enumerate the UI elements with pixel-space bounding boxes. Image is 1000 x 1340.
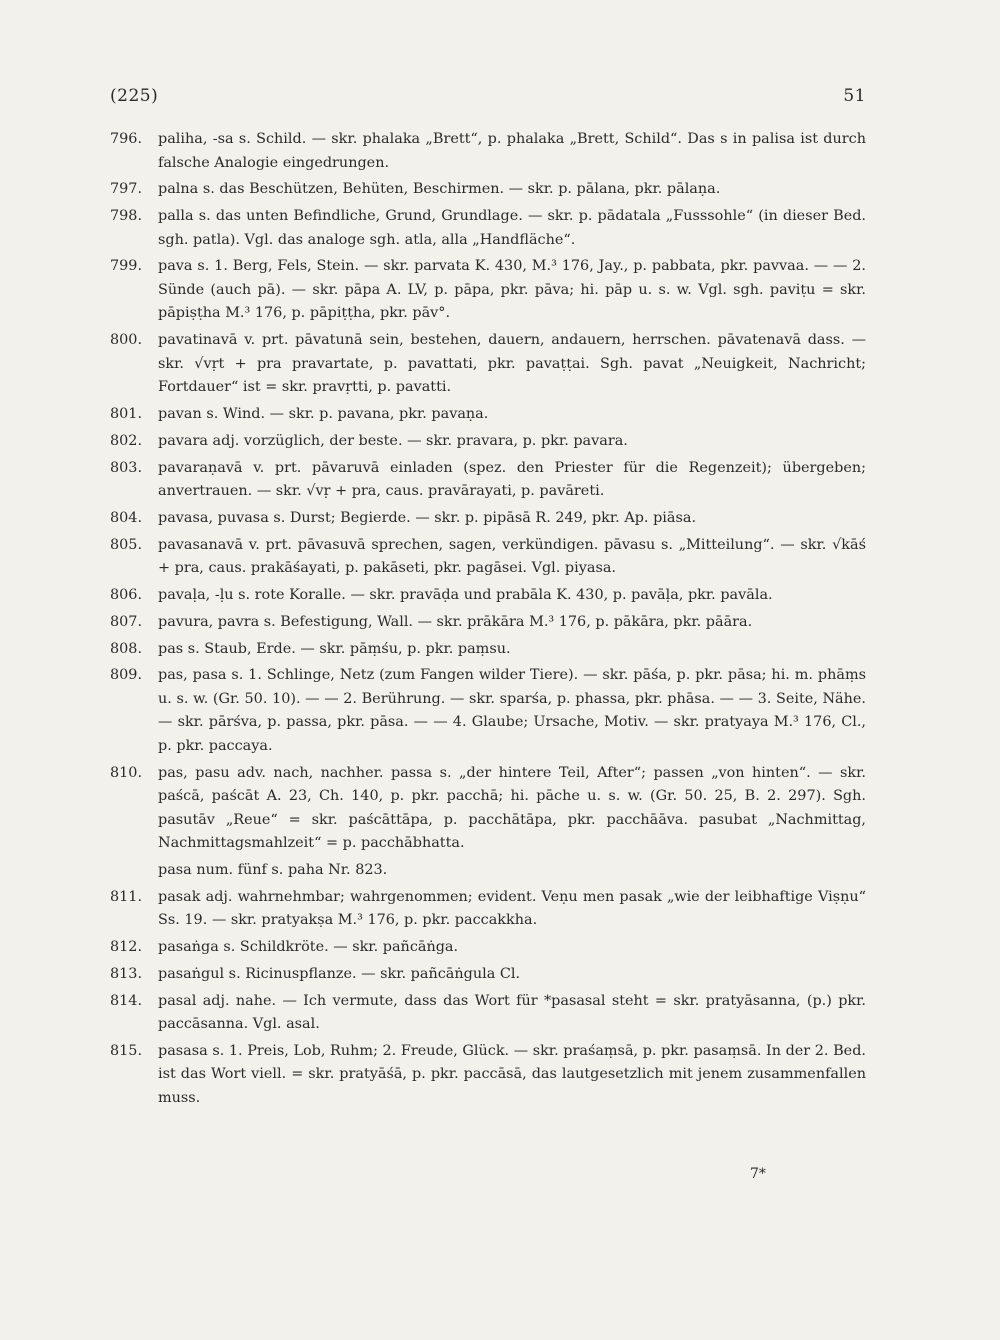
entry-text: pavaraṇavā v. prt. pāvaruvā einladen (spez. den Priester für die Regenzeit); übergeben; anvertrauen. — skr. √vṛ + pra, caus. pravārayati, p. pavāreti. — [158, 459, 866, 500]
entry-number: 797. — [110, 181, 143, 198]
entry-number: 813. — [110, 965, 143, 982]
entry-pasa — [110, 859, 866, 883]
entry-text: pavan s. Wind. — skr. p. pavana, pkr. pavaṇa. — [158, 405, 489, 422]
entry-number: 796. — [110, 131, 143, 147]
entry-text: pas, pasu adv. nach, nachher. passa s. „der hintere Teil, After“; passen „von hinten“. — skr. paścā, paścāt A. 23, Ch. 140, p. pkr. pacchā; hi. pāche u. s. w. (Gr. 50. 25, B. 2. 297). Sgh. pasutāv „Reue“ = skr. paścāttāpa, p. pacchātāpa, pkr. pacchāāva. pasubat „Nachmittag, Nachmittagsmahlzeit“ = p. pacchābhatta. — [158, 764, 866, 852]
entry-812 — [110, 936, 866, 960]
entry-text: pasa num. fünf s. paha Nr. 823. — [158, 861, 388, 878]
entry-811 — [110, 886, 866, 933]
entry-800 — [110, 329, 866, 400]
dictionary-entries — [110, 128, 866, 1114]
entry-number: 810. — [110, 764, 143, 781]
section-number: (225) — [110, 86, 159, 106]
entry-number: 801. — [110, 405, 143, 422]
signature-mark: 7* — [750, 1166, 766, 1182]
entry-number: 812. — [110, 939, 143, 956]
entry-number: 805. — [110, 536, 143, 553]
entry-810 — [110, 762, 866, 856]
entry-814 — [110, 990, 866, 1037]
entry-number: 814. — [110, 992, 143, 1009]
entry-text: pavatinavā v. prt. pāvatunā sein, bestehen, dauern, andauern, herrschen. pāvatenavā dass. — skr. √vṛt + pra pravartate, p. pavattati, pkr. pavaṭṭai. Sgh. pavat „Neuigkeit, Nachricht; Fortdauer“ ist = skr. pravṛtti, p. pavatti. — [158, 332, 866, 396]
entry-number: 803. — [110, 459, 143, 476]
entry-804 — [110, 507, 866, 531]
entry-text: palla s. das unten Befindliche, Grund, Grundlage. — skr. p. pādatala „Fusssohle“ (in dieser Bed. sgh. patla). Vgl. das analoge sgh. atla, alla „Handfläche“. — [158, 208, 866, 248]
entry-text: pasak adj. wahrnehmbar; wahrgenommen; evident. Veṇu men pasak „wie der leibhaftige Viṣṇu“ Ss. 19. — skr. pratyakṣa M.³ 176, p. pkr. paccakkha. — [158, 888, 866, 929]
entry-text: pavara adj. vorzüglich, der beste. — skr. pravara, p. pkr. pavara. — [158, 432, 628, 449]
entry-text: paliha, -sa s. Schild. — skr. phalaka „Brett“, p. phalaka „Brett, Schild“. Das s in palisa ist durch falsche Analogie eingedrungen. — [158, 131, 866, 171]
entry-text: pava s. 1. Berg, Fels, Stein. — skr. parvata K. 430, M.³ 176, Jay., p. pabbata, pkr. pavvaa. — — 2. Sünde (auch pā). — skr. pāpa A. LV, p. pāpa, pkr. pāva; hi. pāp u. s. w. Vgl. sgh. paviṭu = skr. pāpiṣṭha M.³ 176, p. pāpiṭṭha, pkr. pāv°. — [158, 258, 866, 322]
entry-798 — [110, 205, 866, 252]
entry-number: 815. — [110, 1042, 143, 1059]
entry-text: pasaṅga s. Schildkröte. — skr. pañcāṅga. — [158, 939, 459, 956]
entry-809 — [110, 664, 866, 758]
entry-number: 811. — [110, 888, 143, 905]
entry-number: 806. — [110, 586, 143, 603]
page-header — [110, 86, 866, 110]
entry-803 — [110, 457, 866, 504]
entry-text: pasasa s. 1. Preis, Lob, Ruhm; 2. Freude, Glück. — skr. praśaṃsā, p. pkr. pasaṃsā. In der 2. Bed. ist das Wort viell. = skr. pratyāśā, p. pkr. paccāsā, das lautgesetzlich mit jenem zusammenfallen muss. — [158, 1042, 866, 1106]
entry-number: 798. — [110, 208, 143, 225]
entry-text: palna s. das Beschützen, Behüten, Beschirmen. — skr. p. pālana, pkr. pālaṇa. — [158, 181, 721, 198]
entry-801 — [110, 403, 866, 427]
entry-802 — [110, 430, 866, 454]
entry-text: pavura, pavra s. Befestigung, Wall. — skr. prākāra M.³ 176, p. pākāra, pkr. pāāra. — [158, 613, 753, 630]
entry-number: 800. — [110, 332, 143, 349]
entry-text: pavaḷa, -ḷu s. rote Koralle. — skr. pravāḍa und prabāla K. 430, p. pavāḷa, pkr. pavāla. — [158, 586, 773, 603]
entry-number: 802. — [110, 432, 143, 449]
entry-number: 809. — [110, 667, 143, 684]
entry-805 — [110, 534, 866, 581]
entry-815 — [110, 1040, 866, 1111]
entry-text: pasal adj. nahe. — Ich vermute, dass das Wort für *pasasal steht = skr. pratyāsanna, (p.) pkr. paccāsanna. Vgl. asal. — [158, 992, 866, 1033]
entry-number: 808. — [110, 640, 143, 657]
entry-806 — [110, 584, 866, 608]
entry-808 — [110, 638, 866, 662]
entry-text: pasaṅgul s. Ricinuspflanze. — skr. pañcāṅgula Cl. — [158, 965, 521, 982]
entry-813 — [110, 963, 866, 987]
entry-number: 807. — [110, 613, 143, 630]
entry-number: 804. — [110, 509, 143, 526]
entry-807 — [110, 611, 866, 635]
entry-796 — [110, 128, 866, 175]
entry-799 — [110, 255, 866, 326]
entry-text: pas, pasa s. 1. Schlinge, Netz (zum Fangen wilder Tiere). — skr. pāśa, p. pkr. pāsa; hi. m. phāṃs u. s. w. (Gr. 50. 10). — — 2. Berührung. — skr. sparśa, p. phassa, pkr. phāsa. — — 3. Seite, Nähe. — skr. pārśva, p. passa, pkr. pāsa. — — 4. Glaube; Ursache, Motiv. — skr. pratyaya M.³ 176, Cl., p. pkr. paccaya. — [158, 667, 866, 754]
entry-text: pavasa, puvasa s. Durst; Begierde. — skr. p. pipāsā R. 249, pkr. Ap. piāsa. — [158, 509, 697, 526]
entry-text: pavasanavā v. prt. pāvasuvā sprechen, sagen, verkündigen. pāvasu s. „Mitteilung“. — skr. √kāś + pra, caus. prakāśayati, p. pakāseti, pkr. pagāsei. Vgl. piyasa. — [158, 536, 866, 577]
entry-797 — [110, 178, 866, 202]
page-number: 51 — [843, 86, 866, 106]
entry-number: 799. — [110, 258, 143, 275]
entry-text: pas s. Staub, Erde. — skr. pāṃśu, p. pkr. paṃsu. — [158, 640, 511, 657]
